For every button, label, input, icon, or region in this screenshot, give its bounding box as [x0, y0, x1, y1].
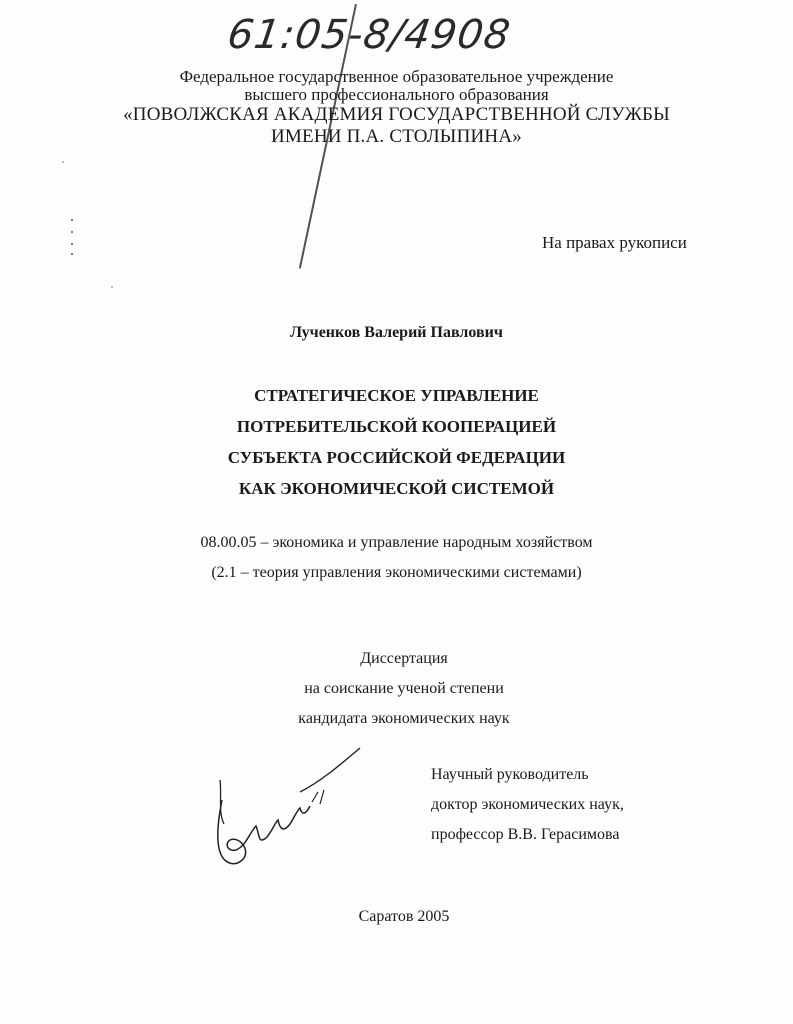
title-line-4: КАК ЭКОНОМИЧЕСКОЙ СИСТЕМОЙ: [238, 479, 555, 498]
degree-line-1: Диссертация: [360, 650, 448, 667]
manuscript-rights: На правах рукописи: [542, 233, 687, 252]
institution-header: [0, 68, 793, 148]
supervisor-block: [431, 760, 624, 850]
institution-line-1: Федеральное государственное образовательное учреждение: [179, 67, 614, 86]
signature-image: [200, 740, 380, 880]
specialty-code: 08.00.05 – экономика и управление народным хозяйством: [200, 534, 593, 551]
institution-line-2: высшего профессионального образования: [244, 85, 549, 104]
title-line-1: СТРАТЕГИЧЕСКОЕ УПРАВЛЕНИЕ: [254, 386, 539, 405]
specialty-subfield: (2.1 – теория управления экономическими системами): [211, 564, 582, 581]
degree-block: [0, 644, 793, 734]
title-line-3: СУБЪЕКТА РОССИЙСКОЙ ФЕДЕРАЦИИ: [227, 448, 566, 467]
supervisor-role: Научный руководитель: [431, 766, 589, 783]
dissertation-title: [0, 380, 793, 504]
author-name: Лученков Валерий Павлович: [290, 324, 503, 341]
institution-line-3: «ПОВОЛЖСКАЯ АКАДЕМИЯ ГОСУДАРСТВЕННОЙ СЛУЖБЫ: [123, 104, 670, 125]
institution-line-4: ИМЕНИ П.А. СТОЛЫПИНА»: [271, 126, 522, 147]
specialty-block: [0, 528, 793, 588]
degree-line-2: на соискание ученой степени: [304, 680, 504, 697]
catalog-stamp: 61:05-8/4908: [224, 12, 514, 58]
degree-line-3: кандидата экономических наук: [298, 710, 510, 727]
supervisor-name: профессор В.В. Герасимова: [431, 826, 620, 843]
place-year: Саратов 2005: [358, 908, 450, 925]
scan-specks: [60, 150, 120, 310]
supervisor-degree: доктор экономических наук,: [431, 796, 624, 813]
title-line-2: ПОТРЕБИТЕЛЬСКОЙ КООПЕРАЦИЕЙ: [236, 417, 557, 436]
